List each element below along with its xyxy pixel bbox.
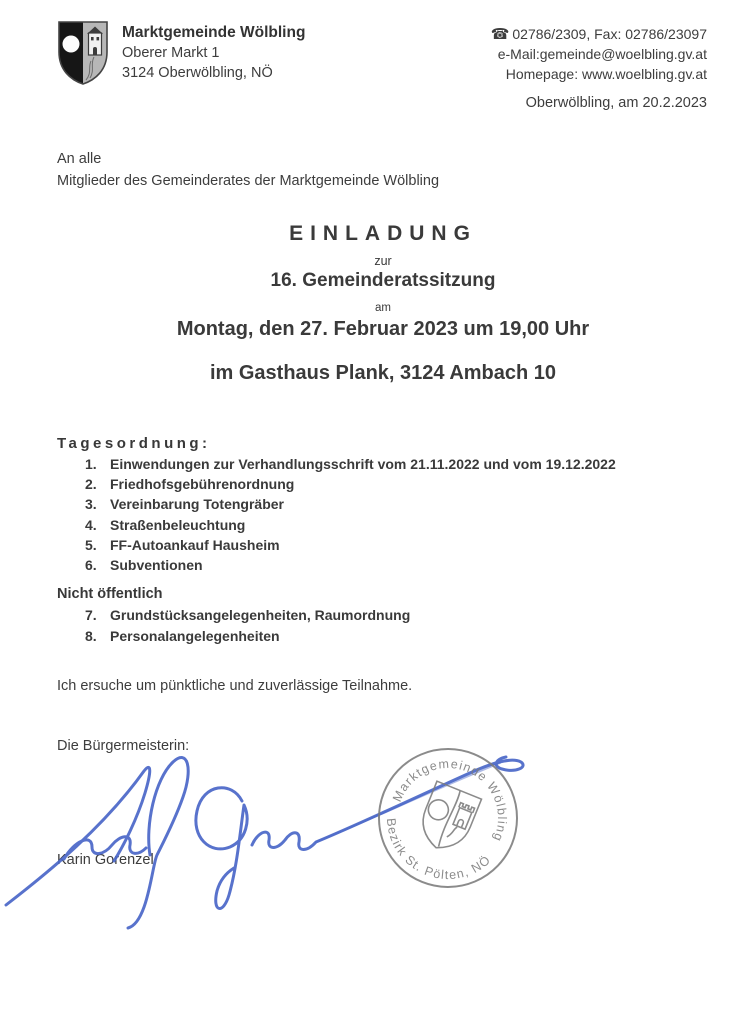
agenda-heading: Tagesordnung:: [57, 435, 211, 452]
phone-icon: ☎: [490, 25, 510, 43]
nonpublic-heading: Nicht öffentlich: [57, 586, 163, 602]
agenda-item: 7. Grundstücksangelegenheiten, Raumordnung: [85, 607, 411, 623]
agenda-list: [0, 456, 741, 577]
agenda-item: 1. Einwendungen zur Verhandlungsschrift vom 21.11.2022 und vom 19.12.2022: [85, 456, 616, 472]
request-line: Ich ersuche um pünktliche und zuverlässige Teilnahme.: [57, 678, 413, 694]
recipient-line1: An alle: [57, 151, 102, 167]
official-stamp: [374, 744, 522, 892]
stamp-crest-icon: [414, 781, 482, 856]
session-location: im Gasthaus Plank, 3124 Ambach 10: [209, 362, 557, 384]
recipient-line2: Mitglieder des Gemeinderates der Marktgemeinde Wölbling: [57, 173, 440, 189]
invitation-am: am: [375, 302, 391, 314]
recipient-block: [57, 148, 439, 192]
sender-address-block: [122, 23, 305, 83]
date-line: Oberwölbling, am 20.2.2023: [525, 95, 707, 111]
org-city: 3124 Oberwölbling, NÖ: [122, 65, 273, 81]
invitation-preposition: zur: [374, 254, 392, 268]
agenda-item: 3. Vereinbarung Totengräber: [85, 496, 284, 513]
municipal-crest-icon: [57, 20, 109, 86]
phone-fax-line: [491, 24, 707, 44]
agenda-item: 6. Subventionen: [85, 556, 203, 573]
phone-fax-text: 02786/2309, Fax: 02786/23097: [512, 26, 707, 42]
session-title: 16. Gemeinderatssitzung: [270, 270, 496, 291]
invitation-title: EINLADUNG: [289, 222, 477, 245]
session-datetime: Montag, den 27. Februar 2023 um 19,00 Uhr: [176, 318, 590, 340]
org-street: Oberer Markt 1: [122, 45, 220, 61]
signer-name: Karin Gorenzel: [57, 852, 154, 868]
stamp-arc-top-text: Marktgemeinde Wölbling: [390, 756, 510, 845]
homepage-line: Homepage: www.woelbling.gv.at: [505, 66, 707, 82]
signoff-line: Die Bürgermeisterin:: [57, 738, 190, 754]
contact-block: [491, 24, 707, 84]
email-line: e-Mail:gemeinde@woelbling.gv.at: [497, 46, 707, 62]
svg-text:Marktgemeinde Wölbling: [390, 744, 522, 844]
org-name: Marktgemeinde Wölbling: [122, 24, 306, 41]
stamp-arc-bottom-text: Bezirk St. Pölten, NÖ: [383, 817, 494, 883]
agenda-item: 2. Friedhofsgebührenordnung: [85, 476, 295, 493]
agenda-item: 8. Personalangelegenheiten: [85, 628, 280, 644]
agenda-item: 5. FF-Autoankauf Hausheim: [85, 536, 280, 553]
nonpublic-list: [0, 607, 741, 649]
agenda-item: 4. Straßenbeleuchtung: [85, 516, 246, 533]
